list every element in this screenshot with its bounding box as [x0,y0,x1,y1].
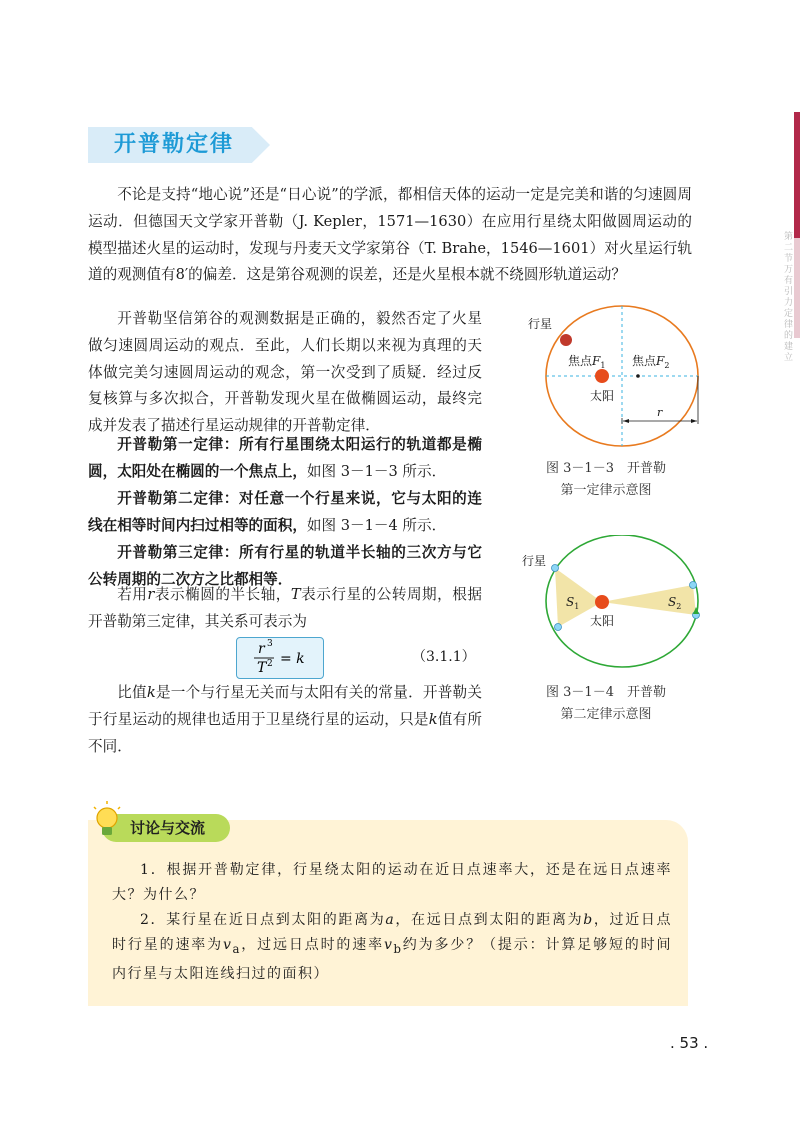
symbol-vb-sub: b [393,941,403,956]
q2-part3: ，过近日点时行星的速率为 [112,912,673,953]
symbol-T: T [290,586,301,603]
relation-intro [88,582,482,636]
fig1-caption-line1: 图 3－1－3 开普勒 [546,461,666,476]
closing-middle: 是一个与行星无关而与太阳有关的常量．开普勒关于行星运动的规律也适用于卫星绕行星的运动，只是 [88,684,482,728]
second-law-ref: 如图 3－1－4 所示． [306,516,447,534]
sun-marker [595,369,609,383]
page-number: . 53 . [670,1034,709,1052]
fig2-sun-label: 太阳 [590,614,615,628]
fig2-caption-line1: 图 3－1－4 开普勒 [546,685,666,700]
fig2-caption-line2: 第二定律示意图 [560,707,652,722]
first-law-ref: 如图 3－1－3 所示． [306,462,447,480]
fig2-planet-label: 行星 [522,554,547,568]
second-law-text: 开普勒第二定律：对任意一个行星来说，它与太阳的连线在相等时间内扫过相等的面积， [88,490,482,534]
discussion-title: 讨论与交流 [130,819,206,837]
sun-marker-2 [595,595,609,609]
planet-position-2 [555,624,562,631]
closing-prefix: 比值 [117,684,147,701]
symbol-r: r [147,586,155,603]
kepler-third-law-equation [236,637,324,679]
first-law-text: 开普勒第一定律：所有行星围绕太阳运行的轨道都是椭圆，太阳处在椭圆的一个焦点上， [88,436,482,480]
symbol-vb: v [384,937,394,953]
closing-paragraph [88,680,482,760]
empty-focus-marker [636,374,640,378]
second-law [88,486,482,540]
eq-numerator-exp: 3 [267,639,273,649]
intro-paragraph: 不论是支持“地心说”还是“日心说”的学派，都相信天体的运动一定是完美和谐的匀速圆周运动．但德国天文学家开普勒（J. Kepler，1571—1630）在应用行星绕太阳做圆周运动的模型描述火星的运动时，发现与丹麦天文学家第谷（T. Brahe，1546—1601）对火星运行轨道的观测值有8′的偏差．这是第谷观测的误差，还是火星根本就不绕圆形轨道运动？ [88,186,692,284]
fig1-focus2-label: 焦点$F_2$ [632,354,670,370]
fig2-s2-label: $S_2$ [668,595,682,611]
figure-second-law [510,535,710,685]
planet-position-3 [690,582,697,589]
eq-denominator-exp: 2 [267,659,273,669]
area-s2-sector [602,585,696,615]
closing-suffix: 值有所不同． [88,710,482,755]
fig1-focus1-label: 焦点$F_1$ [568,354,606,370]
discussion-question-1: 1．根据开普勒定律，行星绕太阳的运动在近日点速率大，还是在远日点速率大？为什么？ [112,862,672,903]
figure-first-law [510,300,710,460]
planet-position-1 [552,565,559,572]
relation-mid: 表示椭圆的半长轴， [154,586,291,603]
fig1-caption-line2: 第一定律示意图 [560,483,652,498]
history-paragraph: 开普勒坚信第谷的观测数据是正确的，毅然否定了火星做匀速圆周运动的观点．至此，人们长期以来视为真理的天体做完美匀速圆周运动的观念，第一次受到了质疑．经过反复核算与多次拟合，开普勒发现火星在做椭圆运动，最终完成并发表了描述行星运动规律的开普勒定律． [88,310,482,435]
fig1-sun-label: 太阳 [590,389,615,403]
symbol-a: a [385,912,396,928]
symbol-va-sub: a [232,941,241,956]
fig2-s1-label: $S_1$ [566,595,580,611]
arrowhead-right [691,419,697,423]
eq-rhs: = k [280,651,305,667]
arrowhead-left [623,419,629,423]
q2-part5: 约为多少？（提示：计算足够短的时间内行星与太阳连线扫过的面积） [112,937,673,982]
q2-part2: ，在远日点到太阳的距离为 [395,912,584,928]
symbol-b: b [583,912,594,928]
chapter-edge-bar [794,112,800,238]
first-law [88,432,482,486]
fig1-planet-label: 行星 [528,317,553,331]
discussion-question-2 [112,908,672,987]
relation-prefix: 若用 [117,586,148,603]
eq-denominator: T [257,660,267,676]
relation-suffix: 表示行星的公转周期，根据开普勒第三定律，其关系可表示为 [88,586,482,630]
symbol-k: k [146,684,156,701]
symbol-va: v [223,937,233,953]
figure-first-law-caption [520,458,692,502]
figure-second-law-caption [520,682,692,726]
q2-part1: 2．某行星在近日点到太阳的距离为 [140,912,386,928]
third-law-text: 开普勒第三定律：所有行星的轨道半长轴的三次方与它公转周期的二次方之比都相等． [88,544,482,588]
fig1-radius-label: r [657,406,663,419]
eq-numerator: r [258,641,265,657]
symbol-k-2: k [428,710,438,728]
section-title: 开普勒定律 [114,132,235,157]
lightbulb-icon [90,800,124,844]
planet-marker [560,334,572,346]
q2-part4: ，过远日点时的速率 [240,937,385,953]
chapter-margin-label: 第二节 万有引力定律的建立 [784,232,794,363]
equation-label: （3.1.1） [412,649,476,665]
